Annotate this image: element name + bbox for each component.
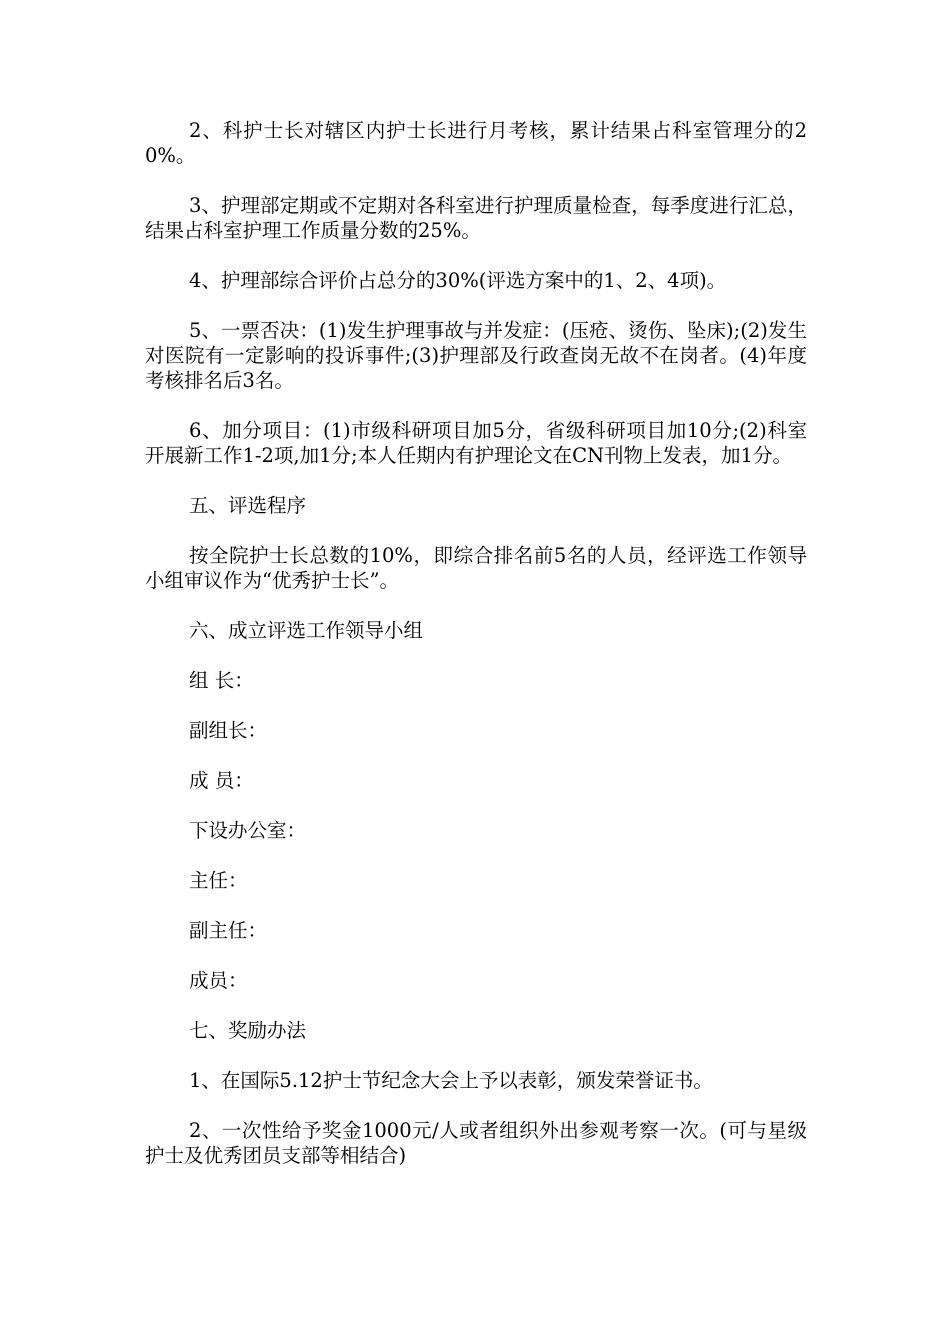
label-director: 主任： bbox=[189, 869, 248, 892]
paragraph-monthly-assessment: 2、科护士长对辖区内护士长进行月考核，累计结果占科室管理分的20%。 bbox=[145, 119, 807, 167]
paragraph-reward-commendation: 1、在国际5.12护士节纪念大会上予以表彰，颁发荣誉证书。 bbox=[189, 1069, 713, 1092]
heading-rewards: 七、奖励办法 bbox=[189, 1019, 307, 1042]
document-body bbox=[145, 118, 807, 1193]
label-office-members: 成员： bbox=[189, 969, 248, 992]
paragraph-comprehensive-evaluation: 4、护理部综合评价占总分的30%(评选方案中的1、2、4项)。 bbox=[189, 269, 727, 292]
paragraph-quality-inspection: 3、护理部定期或不定期对各科室进行护理质量检查，每季度进行汇总，结果占科室护理工作质量分数的25%。 bbox=[145, 194, 807, 242]
paragraph-bonus-points: 6、加分项目：(1)市级科研项目加5分，省级科研项目加10分;(2)科室开展新工作1-2项,加1分;本人任期内有护理论文在CN刊物上发表，加1分。 bbox=[145, 419, 807, 467]
label-deputy-director: 副主任： bbox=[189, 919, 268, 942]
paragraph-reward-bonus: 2、一次性给予奖金1000元/人或者组织外出参观考察一次。(可与星级护士及优秀团员支部等相结合) bbox=[145, 1119, 807, 1167]
label-office: 下设办公室： bbox=[189, 819, 307, 842]
heading-leadership-group: 六、成立评选工作领导小组 bbox=[189, 619, 424, 642]
label-members: 成 员： bbox=[189, 769, 254, 792]
paragraph-selection-rule: 按全院护士长总数的10%，即综合排名前5名的人员，经评选工作领导小组审议作为“优秀护士长”。 bbox=[145, 544, 807, 592]
heading-selection-procedure: 五、评选程序 bbox=[189, 494, 307, 517]
paragraph-veto: 5、一票否决：(1)发生护理事故与并发症：(压疮、烫伤、坠床);(2)发生对医院有一定影响的投诉事件;(3)护理部及行政查岗无故不在岗者。(4)年度考核排名后3名。 bbox=[145, 319, 807, 392]
label-group-leader: 组 长： bbox=[189, 669, 254, 692]
label-deputy-leader: 副组长： bbox=[189, 719, 268, 742]
